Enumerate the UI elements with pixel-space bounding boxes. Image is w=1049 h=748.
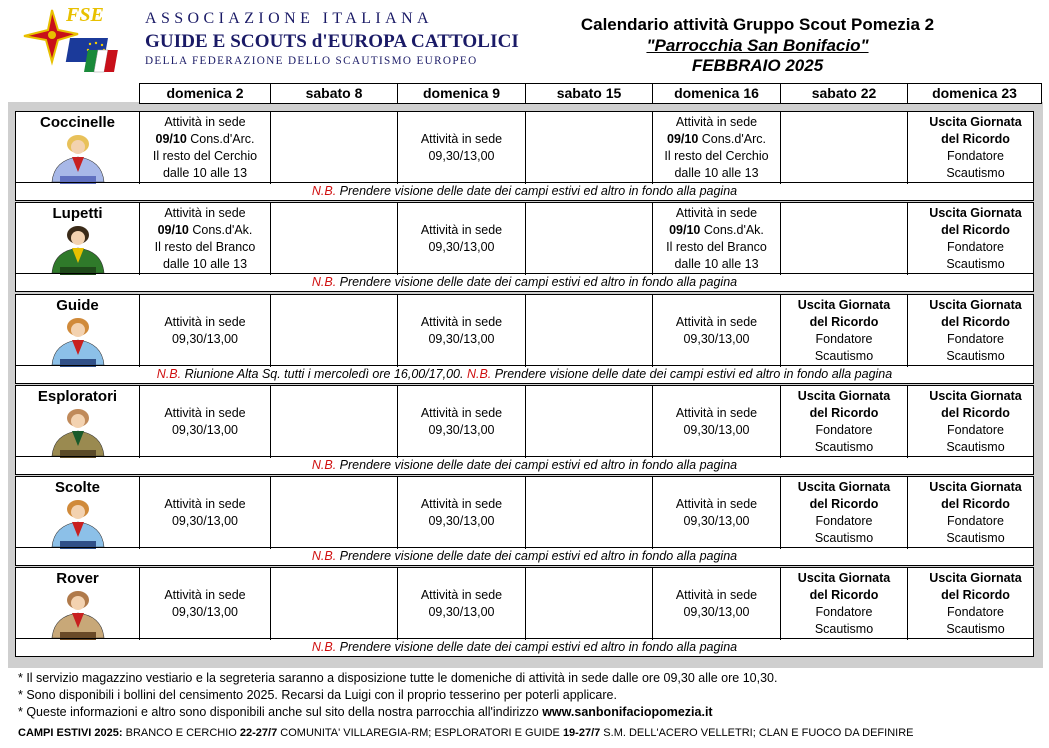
- cell-line: [941, 496, 1010, 513]
- section-note: [16, 456, 1033, 474]
- cell-line: [941, 131, 1010, 148]
- cell-line: [674, 165, 758, 182]
- note-text: Prendere visione delle date dei campi estivi ed altro in fondo alla pagina: [491, 367, 893, 381]
- cell-text: 09,30/13,00: [683, 514, 750, 528]
- fse-logo-text: FSE: [66, 4, 104, 26]
- cell-line: [164, 205, 245, 222]
- cell-text: Il resto del Branco: [666, 240, 767, 254]
- nb-label: N.B.: [156, 367, 182, 381]
- note-text: Prendere visione delle date dei campi estivi ed altro in fondo alla pagina: [336, 184, 738, 198]
- day-cell: [908, 112, 1043, 184]
- cell-text: Attività in sede: [675, 315, 758, 329]
- category-cell: [16, 112, 140, 184]
- cell-bold-text: Uscita Giornata: [929, 389, 1022, 403]
- day-header: domenica 16: [652, 84, 780, 103]
- cell-line: [158, 222, 253, 239]
- day-cell: [526, 203, 653, 275]
- cell-bold-text: Uscita Giornata: [797, 298, 891, 312]
- day-cell: [271, 386, 398, 458]
- cell-text: 09,30/13,00: [683, 605, 750, 619]
- cell-line: [421, 405, 502, 422]
- cell-bold-text: del Ricordo: [809, 315, 879, 329]
- day-header: sabato 8: [270, 84, 397, 103]
- cell-text: Fondatore: [947, 332, 1004, 346]
- day-cell: [653, 295, 781, 367]
- day-header-row: [139, 83, 1042, 104]
- cell-text: Attività in sede: [675, 206, 758, 220]
- page-titles: [520, 15, 995, 76]
- cell-text: Attività in sede: [164, 497, 246, 511]
- cell-text: Attività in sede: [420, 406, 503, 420]
- cell-text: Scautismo: [814, 531, 874, 545]
- cell-text: Attività in sede: [420, 315, 503, 329]
- cell-line: [676, 205, 757, 222]
- note-text: Prendere visione delle date dei campi estivi ed altro in fondo alla pagina: [336, 549, 738, 563]
- day-cell: [140, 203, 271, 275]
- category-cell: [16, 386, 140, 458]
- day-cell: [140, 568, 271, 640]
- category-name: Rover: [56, 570, 99, 587]
- cell-bold-text: del Ricordo: [941, 497, 1010, 511]
- cell-line: [421, 587, 502, 604]
- cell-line: [172, 513, 238, 530]
- cell-text: Scautismo: [946, 440, 1005, 454]
- cell-text: Attività in sede: [420, 223, 503, 237]
- section-note: [16, 638, 1033, 656]
- day-cell: [398, 295, 526, 367]
- section-row: [16, 295, 1033, 367]
- cell-line: [941, 405, 1010, 422]
- category-cell: [16, 203, 140, 275]
- category-cell: [16, 477, 140, 549]
- day-cell: [140, 112, 271, 184]
- cell-line: [929, 205, 1021, 222]
- cell-line: [172, 331, 238, 348]
- day-cell: [781, 112, 908, 184]
- cell-line: [428, 422, 494, 439]
- section-note: [16, 182, 1033, 200]
- cell-text: Fondatore: [947, 605, 1004, 619]
- cell-line: [676, 114, 757, 131]
- cell-line: [164, 114, 245, 131]
- note-text: Riunione Alta Sq. tutti i mercoledì ore 16,00/17,00.: [181, 367, 467, 381]
- cell-line: [667, 131, 766, 148]
- cell-line: [929, 388, 1021, 405]
- day-cell: [781, 568, 908, 640]
- cell-line: [164, 405, 245, 422]
- cell-text: 09,30/13,00: [171, 332, 239, 346]
- cell-text: Il resto del Cerchio: [664, 149, 769, 163]
- cell-text: 09,30/13,00: [428, 240, 495, 254]
- cell-text: dalle 10 alle 13: [162, 257, 248, 271]
- section-row: [16, 112, 1033, 184]
- section-row: [16, 477, 1033, 549]
- day-cell: [526, 477, 653, 549]
- cell-text: Attività in sede: [164, 588, 246, 602]
- section-lupetti: [15, 202, 1034, 292]
- cell-text: Attività in sede: [164, 315, 246, 329]
- cell-text: Attività in sede: [675, 497, 758, 511]
- cell-line: [798, 297, 890, 314]
- campi-date-1: 22-27/7: [239, 727, 278, 739]
- nb-label: N.B.: [311, 184, 337, 198]
- cell-text: Attività in sede: [420, 497, 503, 511]
- cell-line: [683, 422, 749, 439]
- day-cell: [271, 295, 398, 367]
- cell-line: [163, 165, 247, 182]
- section-rover: [15, 567, 1034, 657]
- cell-text: Scautismo: [946, 531, 1005, 545]
- nb-label: N.B.: [311, 275, 337, 289]
- day-cell: [653, 386, 781, 458]
- fse-logo: [18, 4, 136, 76]
- nb-label: N.B.: [466, 367, 492, 381]
- cell-bold-text: del Ricordo: [941, 132, 1010, 146]
- cell-line: [929, 570, 1021, 587]
- cell-bold-text: 09/10: [669, 223, 701, 237]
- cell-text: Fondatore: [815, 332, 873, 346]
- cell-line: [421, 131, 502, 148]
- cell-line: [929, 479, 1021, 496]
- day-cell: [526, 112, 653, 184]
- day-cell: [653, 568, 781, 640]
- category-name: Scolte: [54, 479, 100, 496]
- cell-bold-text: del Ricordo: [941, 315, 1010, 329]
- nb-label: N.B.: [311, 549, 337, 563]
- cell-text: Scautismo: [814, 440, 874, 454]
- day-cell: [271, 203, 398, 275]
- campi-part-2: COMUNITA' VILLAREGIA-RM; ESPLORATORI E GUIDE: [277, 727, 563, 739]
- campi-part-1: BRANCO E CERCHIO: [122, 727, 240, 739]
- cell-line: [172, 422, 238, 439]
- cell-line: [798, 570, 890, 587]
- day-cell: [398, 112, 526, 184]
- cell-line: [946, 256, 1004, 273]
- cell-bold-text: del Ricordo: [941, 223, 1010, 237]
- cell-text: 09,30/13,00: [428, 605, 495, 619]
- cell-line: [941, 222, 1010, 239]
- cell-line: [815, 439, 873, 456]
- cell-text: Attività in sede: [164, 115, 246, 129]
- cell-text: Scautismo: [946, 257, 1005, 271]
- day-header: domenica 2: [139, 84, 270, 103]
- cell-line: [421, 222, 502, 239]
- cell-line: [946, 530, 1004, 547]
- note-text: Prendere visione delle date dei campi estivi ed altro in fondo alla pagina: [336, 640, 738, 654]
- nb-label: N.B.: [311, 640, 337, 654]
- cell-bold-text: del Ricordo: [809, 497, 879, 511]
- cell-line: [815, 348, 873, 365]
- cell-text: Attività in sede: [420, 588, 503, 602]
- cell-line: [946, 348, 1004, 365]
- day-cell: [781, 386, 908, 458]
- day-cell: [398, 568, 526, 640]
- cell-line: [428, 148, 494, 165]
- assoc-line-2: GUIDE E SCOUTS d'EUROPA CATTOLICI: [145, 31, 519, 52]
- cell-text: 09,30/13,00: [171, 423, 239, 437]
- cell-line: [941, 314, 1010, 331]
- cell-text: 09,30/13,00: [171, 514, 239, 528]
- day-header: domenica 9: [397, 84, 525, 103]
- scout-figure-icon: [38, 588, 118, 640]
- cell-line: [683, 331, 749, 348]
- campi-label: CAMPI ESTIVI 2025:: [18, 727, 123, 739]
- section-guide: [15, 294, 1034, 384]
- cell-line: [428, 604, 494, 621]
- cell-line: [156, 131, 255, 148]
- cell-line: [164, 496, 245, 513]
- cell-line: [815, 530, 873, 547]
- cell-bold-text: Uscita Giornata: [929, 571, 1022, 585]
- cell-line: [172, 604, 238, 621]
- day-cell: [398, 386, 526, 458]
- cell-text: dalle 10 alle 13: [674, 166, 759, 180]
- day-cell: [398, 203, 526, 275]
- day-cell: [526, 386, 653, 458]
- cell-bold-text: Uscita Giornata: [929, 480, 1022, 494]
- cell-line: [816, 604, 873, 621]
- cell-line: [946, 439, 1004, 456]
- day-cell: [908, 386, 1043, 458]
- scout-figure-icon: [38, 497, 118, 549]
- scout-figure-icon: [38, 406, 118, 458]
- cell-bold-text: del Ricordo: [941, 588, 1010, 602]
- cell-bold-text: Uscita Giornata: [797, 571, 891, 585]
- day-cell: [526, 295, 653, 367]
- category-name: Coccinelle: [39, 114, 116, 131]
- day-cell: [140, 477, 271, 549]
- day-header: domenica 23: [907, 84, 1042, 103]
- cell-line: [428, 239, 494, 256]
- footer-note-3: [18, 704, 777, 721]
- cell-bold-text: Uscita Giornata: [929, 206, 1022, 220]
- cell-text: Il resto del Cerchio: [152, 149, 258, 163]
- cell-text: Cons.d'Ak.: [700, 223, 764, 237]
- section-note: [16, 547, 1033, 565]
- section-note: [16, 365, 1033, 383]
- day-cell: [781, 203, 908, 275]
- cell-line: [929, 114, 1021, 131]
- section-row: [16, 386, 1033, 458]
- cell-bold-text: del Ricordo: [809, 406, 879, 420]
- day-cell: [781, 295, 908, 367]
- day-cell: [908, 203, 1043, 275]
- day-header: sabato 22: [780, 84, 907, 103]
- cell-bold-text: del Ricordo: [941, 406, 1010, 420]
- category-name: Guide: [56, 297, 99, 314]
- category-name: Esploratori: [37, 388, 118, 405]
- cell-text: 09,30/13,00: [428, 514, 495, 528]
- parish-website-link[interactable]: www.sanbonifaciopomezia.it: [542, 705, 713, 719]
- day-cell: [140, 386, 271, 458]
- cell-text: Fondatore: [947, 514, 1004, 528]
- day-cell: [398, 477, 526, 549]
- cell-line: [428, 513, 494, 530]
- cell-line: [676, 405, 757, 422]
- cell-line: [428, 331, 494, 348]
- cell-text: 09,30/13,00: [683, 332, 750, 346]
- day-cell: [140, 295, 271, 367]
- day-cell: [271, 477, 398, 549]
- section-scolte: [15, 476, 1034, 566]
- cell-line: [810, 587, 879, 604]
- scout-figure-icon: [38, 315, 118, 367]
- cell-text: Fondatore: [947, 423, 1004, 437]
- cell-line: [421, 314, 502, 331]
- cell-line: [683, 604, 749, 621]
- note-text: Prendere visione delle date dei campi estivi ed altro in fondo alla pagina: [336, 458, 738, 472]
- day-cell: [653, 112, 781, 184]
- day-header: sabato 15: [525, 84, 652, 103]
- cell-line: [664, 148, 768, 165]
- category-name: Lupetti: [52, 205, 103, 222]
- cell-bold-text: Uscita Giornata: [929, 298, 1022, 312]
- scout-figure-icon: [38, 132, 118, 184]
- cell-text: Scautismo: [946, 349, 1005, 363]
- footer-note-1: * Il servizio magazzino vestiario e la segreteria saranno a disposizione tutte le domeniche di attività in sede dalle ore 09,30 alle ore 10,30.: [18, 671, 778, 685]
- assoc-line-1: ASSOCIAZIONE ITALIANA: [145, 10, 433, 27]
- cell-line: [674, 256, 758, 273]
- cell-line: [163, 256, 247, 273]
- note-text: Prendere visione delle date dei campi estivi ed altro in fondo alla pagina: [336, 275, 738, 289]
- cell-line: [669, 222, 764, 239]
- cell-text: Attività in sede: [675, 115, 758, 129]
- cell-text: Fondatore: [815, 514, 873, 528]
- cell-text: 09,30/13,00: [171, 605, 239, 619]
- day-cell: [908, 295, 1043, 367]
- cell-line: [810, 405, 879, 422]
- cell-line: [946, 621, 1004, 638]
- cell-line: [666, 239, 767, 256]
- page-title: Calendario attività Gruppo Scout Pomezia 2: [580, 15, 935, 34]
- cell-line: [947, 422, 1004, 439]
- cell-line: [816, 513, 873, 530]
- cell-line: [153, 148, 257, 165]
- association-name: [145, 10, 519, 67]
- cell-text: 09,30/13,00: [683, 423, 750, 437]
- cell-line: [164, 587, 245, 604]
- cell-line: [676, 496, 757, 513]
- day-cell: [526, 568, 653, 640]
- footer-notes: [18, 670, 777, 721]
- assoc-line-3: DELLA FEDERAZIONE DELLO SCAUTISMO EUROPEO: [145, 55, 478, 67]
- cell-line: [164, 314, 245, 331]
- cell-line: [676, 587, 757, 604]
- cell-line: [683, 513, 749, 530]
- cell-text: Cons.d'Arc.: [186, 132, 255, 146]
- day-cell: [653, 203, 781, 275]
- section-row: [16, 568, 1033, 640]
- day-cell: [653, 477, 781, 549]
- cell-line: [155, 239, 256, 256]
- day-cell: [271, 112, 398, 184]
- scout-figure-icon: [38, 223, 118, 275]
- cell-bold-text: del Ricordo: [809, 588, 879, 602]
- day-cell: [908, 568, 1043, 640]
- cell-line: [810, 496, 879, 513]
- cell-line: [929, 297, 1021, 314]
- cell-line: [816, 422, 873, 439]
- footer-note-3-text: * Queste informazioni e altro sono disponibili anche sul sito della nostra parrocchia all'indirizzo: [18, 705, 543, 719]
- cell-line: [798, 388, 890, 405]
- cell-bold-text: Uscita Giornata: [797, 480, 891, 494]
- cell-text: Scautismo: [814, 349, 874, 363]
- cell-text: dalle 10 alle 13: [674, 257, 759, 271]
- campi-date-2: 19-27/7: [562, 727, 601, 739]
- cell-text: Fondatore: [947, 240, 1004, 254]
- cell-line: [421, 496, 502, 513]
- cell-text: Fondatore: [815, 423, 873, 437]
- cell-text: Scautismo: [946, 166, 1005, 180]
- cell-text: 09,30/13,00: [428, 423, 495, 437]
- cell-bold-text: 09/10: [155, 132, 187, 146]
- cell-text: Il resto del Branco: [154, 240, 256, 254]
- cell-text: Fondatore: [815, 605, 873, 619]
- cell-line: [816, 331, 873, 348]
- category-cell: [16, 295, 140, 367]
- cell-line: [946, 165, 1004, 182]
- cell-bold-text: Uscita Giornata: [929, 115, 1022, 129]
- category-cell: [16, 568, 140, 640]
- cell-line: [815, 621, 873, 638]
- cell-text: dalle 10 alle 13: [162, 166, 248, 180]
- cell-bold-text: 09/10: [157, 223, 189, 237]
- cell-text: Attività in sede: [420, 132, 503, 146]
- summer-camps-line: [18, 727, 913, 739]
- cell-text: Cons.d'Ak.: [188, 223, 253, 237]
- cell-line: [941, 587, 1010, 604]
- cell-text: Attività in sede: [675, 588, 758, 602]
- campi-part-3: S.M. DELL'ACERO VELLETRI; CLAN E FUOCO DA DEFINIRE: [600, 727, 914, 739]
- cell-line: [947, 239, 1004, 256]
- cell-text: Attività in sede: [164, 406, 246, 420]
- cell-text: Attività in sede: [675, 406, 758, 420]
- cell-bold-text: Uscita Giornata: [797, 389, 891, 403]
- cell-line: [810, 314, 879, 331]
- section-coccinelle: [15, 111, 1034, 201]
- cell-text: Fondatore: [947, 149, 1004, 163]
- nb-label: N.B.: [311, 458, 337, 472]
- cell-text: Scautismo: [814, 622, 874, 636]
- cell-text: Cons.d'Arc.: [698, 132, 766, 146]
- parish-subtitle: "Parrocchia San Bonifacio": [646, 36, 869, 55]
- cell-line: [947, 604, 1004, 621]
- cell-bold-text: 09/10: [667, 132, 699, 146]
- month-title: FEBBRAIO 2025: [691, 56, 824, 75]
- cell-text: Scautismo: [946, 622, 1005, 636]
- day-cell: [908, 477, 1043, 549]
- cell-text: 09,30/13,00: [428, 332, 495, 346]
- section-esploratori: [15, 385, 1034, 475]
- cell-line: [947, 148, 1004, 165]
- cell-line: [947, 513, 1004, 530]
- footer-note-2: * Sono disponibili i bollini del censimento 2025. Recarsi da Luigi con il proprio tesserino per poterli applicare.: [18, 688, 617, 702]
- cell-line: [798, 479, 890, 496]
- cell-line: [676, 314, 757, 331]
- day-cell: [271, 568, 398, 640]
- section-row: [16, 203, 1033, 275]
- day-cell: [781, 477, 908, 549]
- cell-line: [947, 331, 1004, 348]
- cell-text: 09,30/13,00: [428, 149, 495, 163]
- section-note: [16, 273, 1033, 291]
- cell-text: Attività in sede: [164, 206, 246, 220]
